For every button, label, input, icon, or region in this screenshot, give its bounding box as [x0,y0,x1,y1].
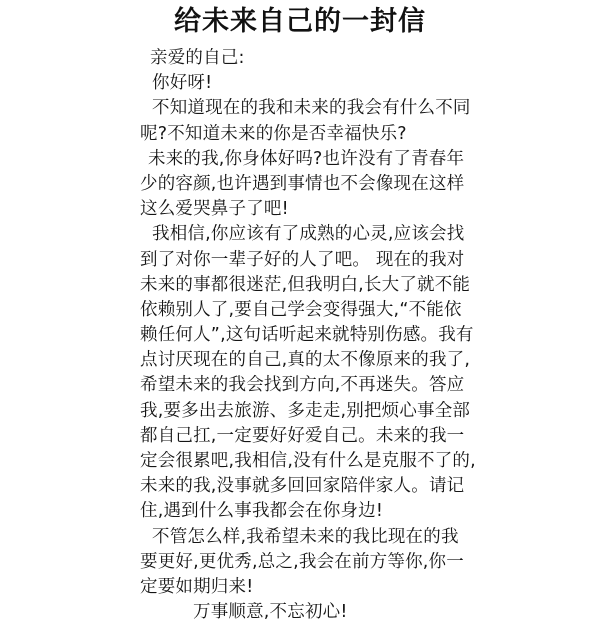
letter-line: 少的容颜,也许遇到事情也不会像现在这样 [140,173,465,194]
letter-line: 未来的我,你身体好吗?也许没有了青春年 [148,148,465,169]
letter-body [140,46,476,625]
letter-salutation: 亲爱的自己: [150,48,245,68]
letter-line: 这么爱哭鼻子了吧! [140,199,289,220]
letter-closing: 万事顺意,不忘初心! [193,602,348,623]
letter-line: 赖任何人”,这句话听起来就特别伤感。我有 [140,325,474,346]
letter-line: 定要如期归来! [140,576,254,597]
letter-line: 不知道现在的我和未来的我会有什么不同 [152,98,471,119]
letter-line: 呢?不知道未来的你是否幸福快乐? [140,123,407,144]
letter-line: 我相信,你应该有了成熟的心灵,应该会找 [152,224,465,245]
letter-line: 未来的我,没事就多回回家陪伴家人。请记 [140,476,465,497]
letter-line: 我,要多出去旅游、多走走,别把烦心事全部 [140,400,471,421]
letter-title: 给未来自己的一封信 [174,6,426,37]
letter-line: 希望未来的我会找到方向,不再迷失。答应 [140,375,465,396]
letter-line: 要更好,更优秀,总之,我会在前方等你,你一 [140,551,464,572]
letter-greeting: 你好呀! [152,73,213,94]
letter-line: 都自己扛,一定要好好爱自己。未来的我一 [140,425,465,446]
letter-line: 点讨厌现在的自己,真的太不像原来的我了, [140,350,471,371]
letter-line: 到了对你一辈子好的人了吧。 现在的我对 [140,249,465,270]
letter-line: 定会很累吧,我相信,没有什么是克服不了的, [140,451,476,471]
letter-line: 未来的事都很迷茫,但我明白,长大了就不能 [140,274,471,295]
letter-line: 不管怎么样,我希望未来的我比现在的我 [152,526,459,547]
letter-line: 依赖别人了,要自己学会变得强大,“不能依 [140,299,462,320]
letter-line: 住,遇到什么事我都会在你身边! [140,501,384,522]
